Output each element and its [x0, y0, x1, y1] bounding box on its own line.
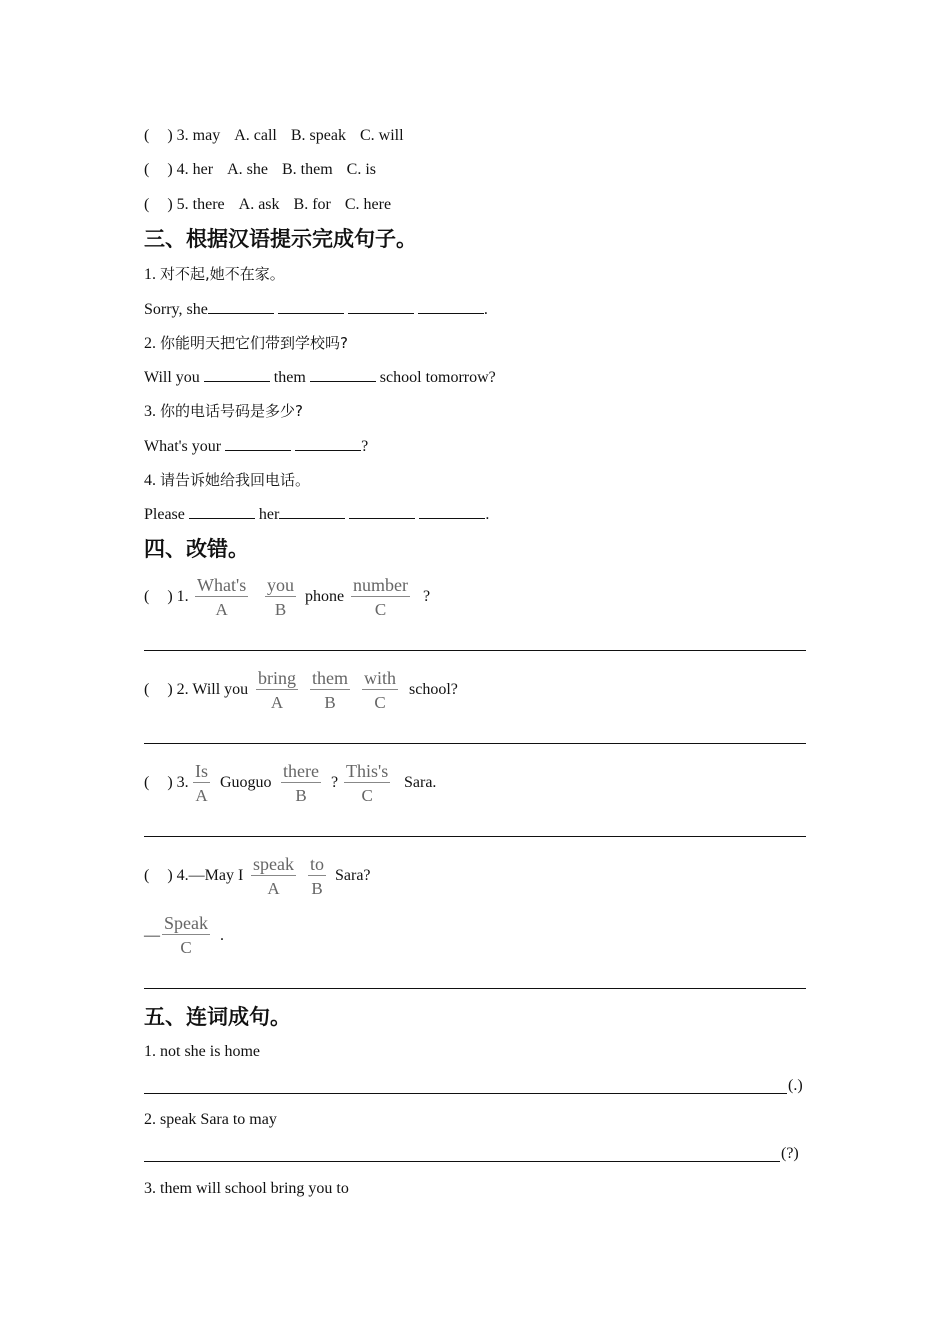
section-heading-part4: 四、改错。 [144, 537, 249, 561]
item-number: 2. Will you [176, 681, 249, 698]
error-question-4 [144, 866, 243, 886]
underlined-option-c[interactable] [344, 760, 390, 807]
answer-blank[interactable] [348, 299, 414, 314]
answer-paren-open[interactable]: ( [144, 774, 150, 791]
option-letter: C [180, 938, 192, 957]
reply-dash: — [144, 927, 160, 944]
option-word: you [267, 575, 294, 595]
sentence-line-1 [144, 299, 488, 320]
option-word: Speak [164, 913, 208, 933]
option-word: Is [195, 761, 208, 781]
sentence-end: ? [361, 438, 369, 455]
item-number: 3. [144, 403, 156, 420]
sentence-end-mark: (?) [781, 1145, 799, 1162]
scrambled-words-1: 1. not she is home [144, 1043, 260, 1060]
sentence-line-2 [144, 367, 496, 388]
underlined-option-b[interactable] [308, 853, 326, 900]
underlined-option-c[interactable] [162, 912, 210, 959]
translation-prompt-4 [144, 470, 310, 491]
item-number: 4. [144, 472, 156, 489]
answer-paren-close: ) [167, 867, 173, 884]
underlined-option-c[interactable] [362, 667, 398, 714]
error-question-3 [144, 773, 189, 793]
section-heading-part5: 五、连词成句。 [144, 1005, 291, 1029]
sentence-line-4 [144, 504, 489, 525]
item-number: 1. [144, 266, 156, 283]
answer-line[interactable] [144, 1093, 787, 1094]
option-a: A. ask [238, 196, 280, 213]
answer-paren-open[interactable]: ( [144, 867, 150, 884]
option-b: B. speak [290, 127, 346, 144]
answer-paren-open[interactable]: ( [144, 127, 150, 144]
answer-blank[interactable] [278, 299, 344, 314]
sentence-end-mark: (.) [788, 1077, 803, 1094]
sentence-end: school? [409, 681, 458, 698]
option-word: there [283, 761, 319, 781]
sentence-end: ? [423, 588, 431, 605]
option-word: to [310, 854, 325, 874]
answer-blank[interactable] [419, 504, 485, 519]
answer-paren-close: ) [167, 588, 173, 605]
answer-line[interactable] [144, 650, 806, 651]
option-c: C. is [346, 161, 376, 178]
option-word: them [312, 668, 348, 688]
option-a: A. she [227, 161, 268, 178]
chinese-hint: 请告诉她给我回电话。 [160, 471, 311, 489]
sentence-text: ? [331, 774, 339, 791]
answer-paren-open[interactable]: ( [144, 681, 150, 698]
answer-paren-open[interactable]: ( [144, 161, 150, 178]
item-number: 4.—May I [176, 867, 244, 884]
item-number: 1. [176, 588, 189, 605]
underlined-option-b[interactable] [265, 574, 296, 621]
option-letter: B [311, 879, 323, 898]
answer-paren-close: ) [167, 681, 173, 698]
answer-blank[interactable] [310, 367, 376, 382]
sentence-text: What's your [144, 438, 222, 455]
answer-line[interactable] [144, 743, 806, 744]
scrambled-words-2: 2. speak Sara to may [144, 1111, 277, 1128]
option-letter: A [195, 786, 208, 805]
underlined-option-a[interactable] [193, 760, 210, 807]
question-word: 5. there [176, 196, 225, 213]
option-letter: A [270, 693, 284, 712]
answer-paren-close: ) [167, 196, 173, 213]
item-number: 3. [176, 774, 189, 791]
chinese-hint: 你能明天把它们带到学校吗? [160, 334, 348, 352]
translation-prompt-2 [144, 333, 348, 354]
scrambled-words-3: 3. them will school bring you to [144, 1180, 349, 1197]
translation-prompt-1 [144, 264, 285, 285]
answer-blank[interactable] [208, 299, 274, 314]
option-letter: A [267, 879, 280, 898]
sentence-text: Please [144, 506, 185, 523]
answer-paren-open[interactable]: ( [144, 588, 150, 605]
answer-blank[interactable] [204, 367, 270, 382]
option-word: speak [253, 854, 294, 874]
answer-blank[interactable] [279, 504, 345, 519]
answer-blank[interactable] [349, 504, 415, 519]
sentence-text: Guoguo [220, 774, 272, 791]
question-word: 3. may [176, 127, 221, 144]
option-letter: C [374, 693, 386, 712]
answer-blank[interactable] [189, 504, 255, 519]
option-letter: B [274, 600, 287, 619]
choice-question-4 [144, 160, 376, 180]
option-c: C. will [359, 127, 404, 144]
sentence-text: Will you [144, 369, 200, 386]
option-word: What's [197, 575, 247, 595]
choice-question-5 [144, 195, 391, 215]
option-letter: C [361, 786, 373, 805]
sentence-end: Sara. [404, 774, 437, 791]
underlined-option-a[interactable] [256, 667, 298, 714]
answer-paren-open[interactable]: ( [144, 196, 150, 213]
translation-prompt-3 [144, 401, 303, 422]
sentence-text: her [258, 506, 280, 523]
answer-line[interactable] [144, 988, 806, 989]
error-question-1 [144, 587, 189, 607]
answer-paren-close: ) [167, 161, 173, 178]
option-letter: A [215, 600, 228, 619]
answer-blank[interactable] [225, 436, 291, 451]
sentence-line-3 [144, 436, 368, 457]
option-letter: B [295, 786, 307, 805]
option-b: B. them [281, 161, 333, 178]
sentence-end: Sara? [335, 867, 371, 884]
option-b: B. for [293, 196, 331, 213]
option-word: bring [258, 668, 296, 688]
question-word: 4. her [176, 161, 214, 178]
sentence-text: Sorry, she [144, 301, 208, 318]
chinese-hint: 你的电话号码是多少? [160, 402, 303, 420]
answer-line[interactable] [144, 836, 806, 837]
section-heading-part3: 三、根据汉语提示完成句子。 [144, 227, 417, 251]
chinese-hint: 对不起,她不在家。 [160, 265, 285, 283]
error-question-2 [144, 680, 248, 700]
underlined-option-a[interactable] [195, 574, 248, 621]
option-word: This's [346, 761, 389, 781]
sentence-end: . [483, 301, 488, 318]
item-number: 2. [144, 335, 156, 352]
underlined-option-b[interactable] [281, 760, 321, 807]
sentence-text: phone [305, 588, 345, 605]
sentence-end: . [220, 927, 224, 944]
answer-blank[interactable] [295, 436, 361, 451]
option-letter: B [324, 693, 336, 712]
option-word: with [364, 668, 397, 688]
sentence-text: them [273, 369, 306, 386]
answer-line[interactable] [144, 1161, 780, 1162]
option-word: number [353, 575, 408, 595]
underlined-option-c[interactable] [351, 574, 410, 621]
option-a: A. call [234, 127, 277, 144]
answer-blank[interactable] [418, 299, 484, 314]
underlined-option-b[interactable] [310, 667, 350, 714]
underlined-option-a[interactable] [251, 853, 296, 900]
option-c: C. here [344, 196, 392, 213]
choice-question-3 [144, 126, 404, 146]
answer-paren-close: ) [167, 774, 173, 791]
sentence-end: . [485, 506, 490, 523]
sentence-text: school tomorrow? [379, 369, 496, 386]
option-letter: C [374, 600, 387, 619]
answer-paren-close: ) [167, 127, 173, 144]
